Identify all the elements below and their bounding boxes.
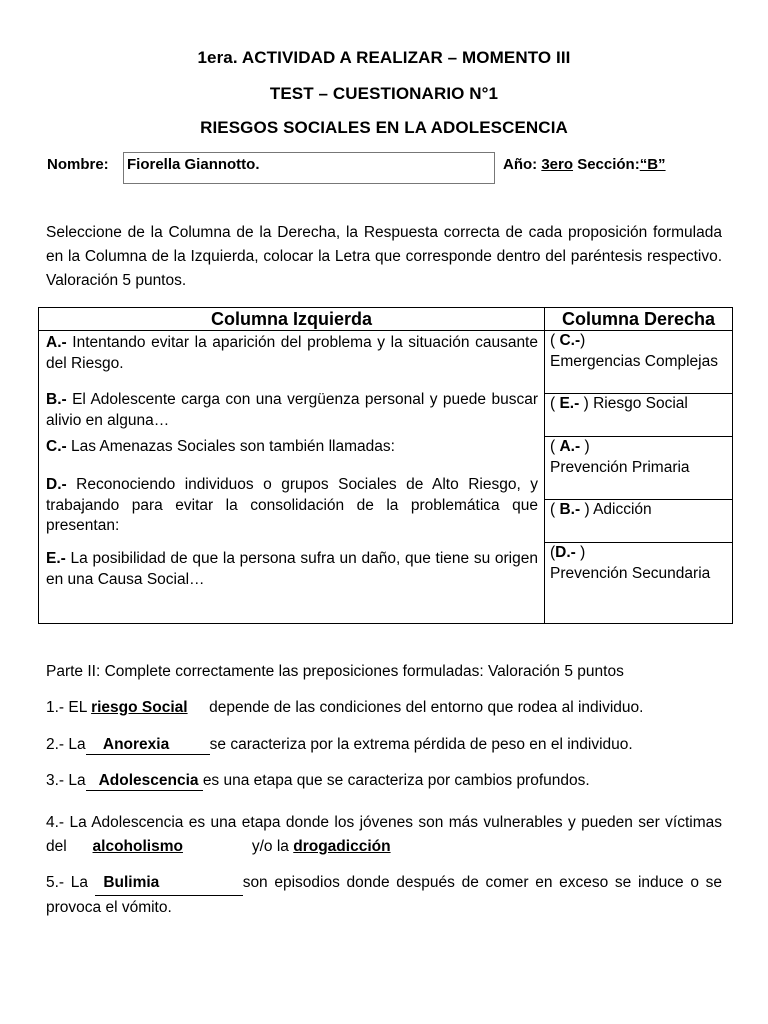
- question-text: son episodios donde después de comer en exceso se induce o se provoca el vómito.: [46, 874, 722, 916]
- left-item-text: La posibilidad de que la persona sufra un daño, que tiene su origen en una Causa Social…: [46, 550, 538, 588]
- right-answer[interactable]: A.-: [559, 438, 581, 455]
- right-answer[interactable]: D.-: [555, 544, 576, 561]
- paren-open: (: [550, 544, 556, 561]
- left-item-letter: B.-: [46, 391, 67, 408]
- right-item-text: Adicción: [593, 501, 652, 518]
- answer-5: Bulimia: [103, 874, 160, 891]
- question-text: 4.- La Adolescencia es una etapa donde los jóvenes son más vulnerables y pueden ser víctimas del: [46, 814, 722, 855]
- part2-heading: Parte II: Complete correctamente las preposiciones formuladas: Valoración 5 puntos: [46, 663, 624, 680]
- question-text: es una etapa que se caracteriza por cambios profundos.: [202, 772, 590, 789]
- answer-2: Anorexia: [102, 736, 170, 753]
- paren-close: ): [580, 501, 590, 518]
- paren-open: (: [550, 438, 560, 455]
- paren-close: ): [580, 438, 590, 455]
- question-text: 2.- La: [46, 736, 86, 753]
- question-3: [46, 772, 590, 791]
- section-value: “B”: [639, 156, 666, 173]
- answer-blank[interactable]: [86, 736, 210, 755]
- left-item-b: [46, 390, 538, 437]
- left-column-cell: [39, 331, 545, 624]
- left-item-letter: D.-: [46, 476, 67, 493]
- right-item-text: Prevención Secundaria: [550, 564, 711, 582]
- right-answer[interactable]: B.-: [559, 501, 581, 518]
- left-item-c: [46, 437, 538, 475]
- year-value: 3ero: [541, 156, 574, 173]
- instructions: Seleccione de la Columna de la Derecha, la Respuesta correcta de cada proposición formulada en la Columna de la Izquierda, colocar la Letra que corresponde dentro del paréntesis respectivo. Valoración 5 puntos.: [46, 224, 722, 289]
- student-info-row: [47, 152, 727, 186]
- question-4: [46, 811, 722, 859]
- right-item-2: [545, 394, 733, 437]
- left-item-text: Intentando evitar la aparición del problema y la situación causante del Riesgo.: [46, 334, 538, 372]
- right-column-header: Columna Derecha: [545, 308, 733, 331]
- year-section: [503, 156, 666, 173]
- name-label: Nombre:: [47, 156, 109, 173]
- question-2: [46, 736, 633, 755]
- matching-table: [38, 307, 733, 624]
- paren-close: ): [575, 544, 586, 561]
- paren-close: ): [579, 395, 589, 412]
- year-label: Año:: [503, 156, 538, 173]
- activity-title: 1era. ACTIVIDAD A REALIZAR – MOMENTO III: [197, 48, 571, 67]
- answer-blank[interactable]: [95, 871, 243, 896]
- answer-3: Adolescencia: [98, 772, 199, 789]
- question-text: 1.- EL: [46, 699, 92, 716]
- left-item-text: Las Amenazas Sociales son también llamadas:: [66, 438, 395, 455]
- question-text: 3.- La: [46, 772, 86, 789]
- paren-close: ): [580, 332, 586, 349]
- question-5: [46, 871, 722, 920]
- right-answer[interactable]: E.-: [559, 395, 580, 412]
- paren-open: (: [550, 395, 560, 412]
- left-item-text: Reconociendo individuos o grupos Sociales de Alto Riesgo, y trabajando para evitar la consolidación de la problemática que presentan:: [46, 476, 538, 534]
- question-text: se caracteriza por la extrema pérdida de peso en el individuo.: [209, 736, 633, 753]
- answer-4b[interactable]: drogadicción: [293, 838, 391, 855]
- right-item-5: [545, 543, 733, 624]
- right-item-1: [545, 331, 733, 394]
- left-item-a: [46, 333, 538, 390]
- name-field[interactable]: [123, 152, 495, 184]
- question-text: 5.- La: [46, 874, 95, 891]
- answer-4a[interactable]: alcoholismo: [92, 838, 183, 855]
- right-item-4: [545, 500, 733, 543]
- question-text: y/o la: [251, 838, 289, 855]
- right-item-text: Emergencias Complejas: [550, 352, 718, 370]
- paren-open: (: [550, 332, 560, 349]
- topic-title: RIESGOS SOCIALES EN LA ADOLESCENCIA: [200, 118, 568, 137]
- left-item-letter: A.-: [46, 334, 67, 351]
- left-item-letter: C.-: [46, 438, 67, 455]
- right-item-text: Riesgo Social: [593, 395, 688, 412]
- right-item-text: Prevención Primaria: [550, 458, 690, 476]
- section-label: Sección:: [577, 156, 640, 173]
- answer-blank[interactable]: [86, 772, 203, 791]
- question-1: [46, 699, 643, 717]
- left-column-header: Columna Izquierda: [39, 308, 545, 331]
- paren-open: (: [550, 501, 560, 518]
- left-item-letter: E.-: [46, 550, 66, 567]
- left-item-e: [46, 549, 538, 590]
- test-title: TEST – CUESTIONARIO N°1: [269, 84, 499, 103]
- right-answer[interactable]: C.-: [559, 332, 581, 349]
- left-item-text: El Adolescente carga con una vergüenza personal y puede buscar alivio en alguna…: [46, 391, 538, 429]
- left-item-d: [46, 475, 538, 549]
- answer-1[interactable]: riesgo Social: [91, 699, 188, 716]
- right-item-3: [545, 437, 733, 500]
- name-value: Fiorella Giannotto.: [127, 156, 260, 173]
- question-text: depende de las condiciones del entorno que rodea al individuo.: [209, 699, 644, 716]
